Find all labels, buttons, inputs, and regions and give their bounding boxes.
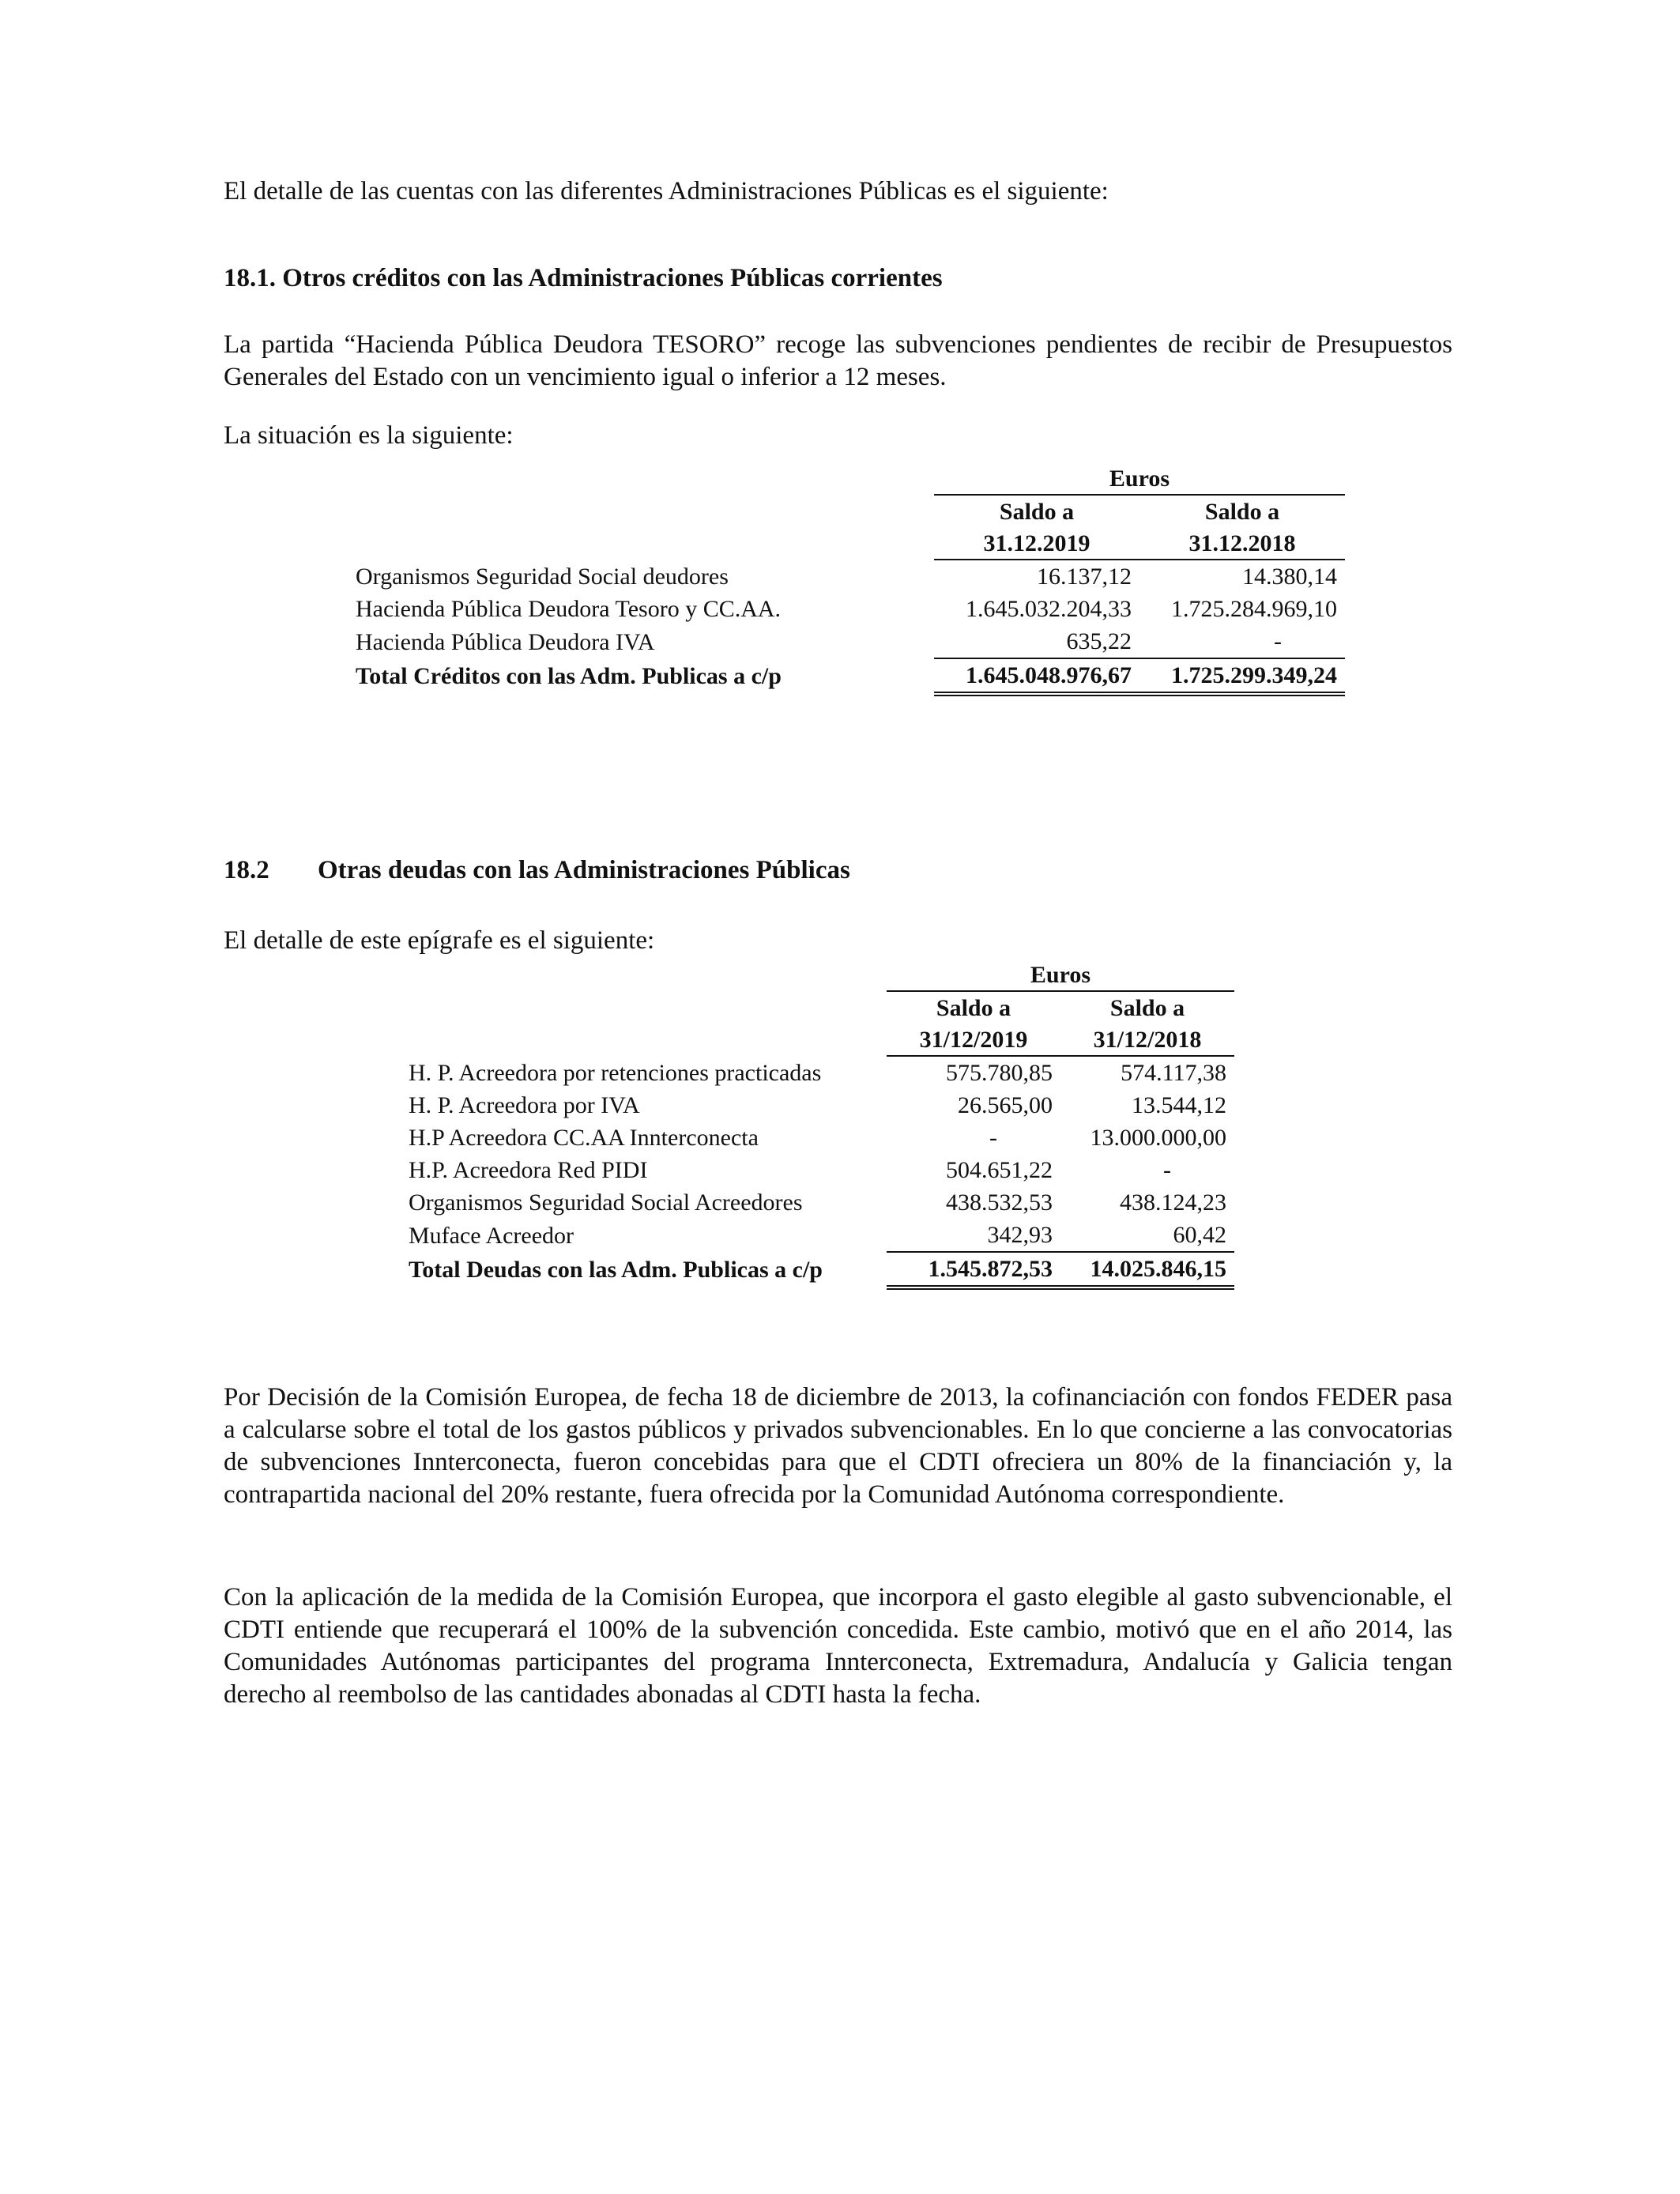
total-row [356,658,1345,694]
creditos-table [356,462,1345,696]
total-value-2019: 1.645.048.976,67 [934,658,1139,694]
total-label: Total Deudas con las Adm. Publicas a c/p [409,1257,823,1283]
row-value-2019: 438.532,53 [946,1189,1053,1216]
table-row [356,625,1345,658]
row-label: Organismos Seguridad Social deudores [356,563,729,590]
table2-col2-header-line1: Saldo a [1109,994,1185,1021]
row-value-2019: 16.137,12 [1037,564,1132,590]
table2-currency-header: Euros [887,959,1234,991]
table1-col2-header-line2: 31.12.2018 [1139,527,1345,560]
table-row [409,1089,1234,1122]
row-value-2018: 1.725.284.969,10 [1171,596,1337,622]
total-row [409,1252,1234,1287]
closing-paragraph-2: Con la aplicación de la medida de la Comisión Europea, que incorpora el gasto elegible al gasto subvencionable, el CDTI entiende que recuperará el 100% de la subvención concedida. Este cambio, motivó que en el año 2014, las Comunidades Autónomas participantes del programa Innterconecta, Extremadura, Andalucía y Galicia tengan derecho al reembolso de las cantidades abonadas al CDTI hasta la fecha. [224,1583,1452,1709]
table-row [409,1186,1234,1219]
row-label: H.P. Acreedora Red PIDI [409,1157,648,1183]
table-row [409,1122,1234,1154]
row-value-2018: 574.117,38 [1121,1060,1226,1086]
table-row [409,1056,1234,1089]
intro-text: El detalle de las cuentas con las diferentes Administraciones Públicas es el siguiente: [224,177,1109,205]
table1-currency-header: Euros [934,462,1345,495]
table1-col1-header-line2: 31.12.2019 [934,527,1139,560]
row-value-2019: 26.565,00 [958,1092,1053,1118]
row-value-2019: 635,22 [1066,628,1132,654]
table2-col1-header-line2: 31/12/2019 [887,1023,1060,1056]
table2-col1-header-line1: Saldo a [936,994,1011,1021]
row-label: H.P Acreedora CC.AA Innterconecta [409,1125,759,1151]
section-18-2-title: Otras deudas con las Administraciones Públicas [318,856,850,884]
row-value-2019: 342,93 [987,1222,1053,1248]
total-label: Total Créditos con las Adm. Publicas a c/p [356,663,782,689]
situation-text: La situación es la siguiente: [224,421,514,450]
row-label: Hacienda Pública Deudora Tesoro y CC.AA. [356,596,782,622]
table2-col2-header-line2: 31/12/2018 [1060,1023,1234,1056]
section-18-1-heading: 18.1. Otros créditos con las Administraciones Públicas corrientes [224,264,943,292]
row-label: H. P. Acreedora por IVA [409,1092,640,1118]
row-value-2018: 13.000.000,00 [1090,1125,1226,1151]
table1-col2-header-line1: Saldo a [1204,498,1280,525]
table1-col1-header-line1: Saldo a [999,498,1075,525]
section-18-2-number: 18.2 [224,856,269,884]
total-value-2019: 1.545.872,53 [887,1252,1060,1287]
row-value-2019: 575.780,85 [946,1060,1053,1086]
row-value-2018: 60,42 [1173,1222,1226,1248]
section-18-1-paragraph: La partida “Hacienda Pública Deudora TESORO” recoge las subvenciones pendientes de recibir de Presupuestos Generales del Estado con un vencimiento igual o inferior a 12 meses. [224,330,1452,391]
row-label: Hacienda Pública Deudora IVA [356,628,655,655]
row-value-2018: 438.124,23 [1120,1189,1226,1216]
table-row [356,593,1345,625]
row-value-2018: 14.380,14 [1242,564,1337,590]
row-value-2019: 1.645.032.204,33 [966,596,1132,622]
row-value-2018: - [1163,1157,1171,1183]
section-18-2-paragraph: El detalle de este epígrafe es el siguiente: [224,926,655,955]
table-row [356,560,1345,593]
deudas-table [409,959,1234,1290]
row-value-2019: - [989,1125,997,1151]
total-value-2018: 1.725.299.349,24 [1139,658,1345,694]
row-value-2019: 504.651,22 [946,1157,1053,1183]
row-value-2018: 13.544,12 [1132,1092,1226,1118]
closing-paragraph-1: Por Decisión de la Comisión Europea, de fecha 18 de diciembre de 2013, la cofinanciación con fondos FEDER pasa a calcularse sobre el total de los gastos públicos y privados subvencionables. En lo que concierne a las convocatorias de subvenciones Innterconecta, fueron concebidas para que el CDTI ofreciera un 80% de la financiación y, la contrapartida nacional del 20% restante, fuera ofrecida por la Comunidad Autónoma correspondiente. [224,1383,1452,1509]
row-label: Muface Acreedor [409,1222,574,1249]
row-value-2018: - [1274,628,1282,654]
table-row [409,1219,1234,1252]
row-label: Organismos Seguridad Social Acreedores [409,1189,803,1216]
total-value-2018: 14.025.846,15 [1060,1252,1234,1287]
row-label: H. P. Acreedora por retenciones practicadas [409,1059,822,1086]
table-row [409,1154,1234,1186]
